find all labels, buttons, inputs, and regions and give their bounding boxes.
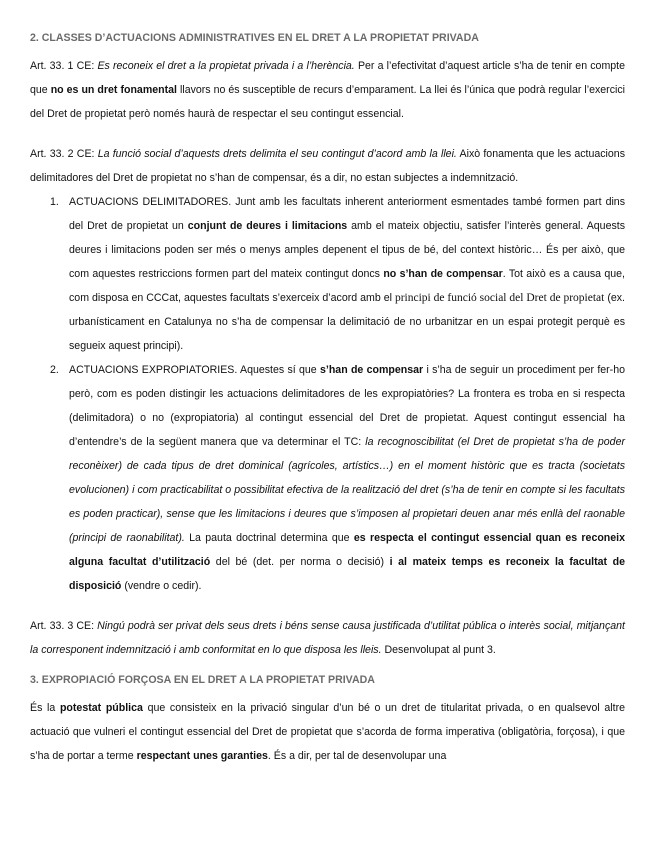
document-page — [30, 30, 625, 768]
art-33-3-quote: Ningú podrà ser privat dels seus drets i béns sense causa justificada d’utilitat pública o interès social, mitjançant la corresponent indemnització i amb conformitat en lo que disposa les lleis. — [30, 620, 625, 656]
art-33-2-quote: La funció social d’aquests drets delimita el seu contingut d’acord amb la llei. — [97, 148, 457, 160]
list-item-expropiatories: 2. ACTUACIONS EXPROPIATORIES. Aquestes sí que s’han de compensar i s’ha de seguir un procediment per fer-ho però, com es poden distingir les actuacions delimitadores de les expropiatòries? La frontera es troba en si respecta (delimitadora) o no (expropiatoria) al contingut essencial del Dret de propietat. Aquest contingut essencial ha d’entendre’s de la següent manera que va determinar el TC: la recognoscibilitat (el Dret de propietat s’ha de poder reconèixer) de cada tipus de dret dominical (agrícoles, artístics…) en el moment històric que es tracta (societats evolucionen) i com practicabilitat o possibilitat efectiva de la realització del dret (s’ha de tenir en compte si les facultats es poden practicar), sense que les limitacions i deures que s’imposen al propietari deuen anar més enllà del raonable (principi de raonabilitat). La pauta doctrinal determina que es respecta el contingut essencial quan es reconeix alguna facultat d’utilització del bé (det. per norma o decisió) i al mateix temps es reconeix la facultat de disposició (vendre o cedir). — [30, 358, 625, 598]
actuacions-list — [30, 190, 625, 598]
list-item-number: 2. — [50, 364, 59, 376]
art-33-3-paragraph: Art. 33. 3 CE: Ningú podrà ser privat dels seus drets i béns sense causa justificada d’utilitat pública o interès social, mitjançant la corresponent indemnització i amb conformitat en lo que disposa les lleis. Desenvolupat al punt 3. — [30, 620, 625, 656]
section-3-paragraph: És la potestat pública que consisteix en la privació singular d’un bé o un dret de titularitat privada, o en qualsevol altre actuació que vulneri el contingut essencial del Dret de propietat que s’acorda de forma imperativa (obligatòria, forçosa), i que s’ha de portar a terme respectant unes garanties. És a dir, per tal de desenvolupar una — [30, 702, 626, 762]
list-item-number: 1. — [50, 196, 59, 208]
art-33-1-ref: Art. 33. 1 CE: — [30, 60, 98, 72]
not-fundamental-right-emphasis: no es un dret fonamental — [50, 84, 177, 96]
list-item-delimitadores: 1. ACTUACIONS DELIMITADORES. Junt amb les facultats inherent anteriorment esmentades també formen part dins del Dret de propietat un conjunt de deures i limitacions amb el mateix objectiu, satisfer l’interès general. Aquests deures i limitacions poden ser més o menys amples depenent el tipus de bé, del context històric… És per això, que com aquestes restriccions formen part del mateix contingut doncs no s’han de compensar. Tot això es a causa que, com disposa en CCCat, aquestes facultats s’exerceix d’acord amb el principi de funció social del Dret de propietat (ex. urbanísticament en Catalunya no s’ha de compensar la delimitació de no urbanitzar en un espai protegit perquè es segueix aquest principi). — [30, 190, 625, 358]
tc-definition-quote: la recognoscibilitat (el Dret de propietat s’ha de poder reconèixer) de cada tipus de dret dominical (agrícoles, artístics…) en el moment històric que es tracta (societats evolucionen) i com practicabilitat o possibilitat efectiva de la realització del dret (s’ha de tenir en compte si les facultats es poden practicar), sense que les limitacions i deures que s’imposen al propietari deuen anar més enllà del raonable (principi de raonabilitat). — [69, 436, 625, 544]
section-2-heading: 2. CLASSES D’ACTUACIONS ADMINISTRATIVES EN EL DRET A LA PROPIETAT PRIVADA — [30, 32, 479, 44]
art-33-1-quote: Es reconeix el dret a la propietat privada i a l’herència. — [97, 60, 355, 72]
art-33-3-ref: Art. 33. 3 CE: — [30, 620, 98, 632]
section-3-heading: 3. EXPROPIACIÓ FORÇOSA EN EL DRET A LA PROPIETAT PRIVADA — [30, 674, 375, 686]
principi-funcio-social: principi de funció social del Dret de propietat — [394, 292, 605, 304]
art-33-2-paragraph: Art. 33. 2 CE: La funció social d’aquests drets delimita el seu contingut d’acord amb la llei. Això fonamenta que les actuacions delimitadores del Dret de propietat no s’han de compensar, és a dir, no estan subjectes a indemnització. — [30, 148, 625, 184]
art-33-2-ref: Art. 33. 2 CE: — [30, 148, 98, 160]
art-33-1-paragraph: Art. 33. 1 CE: Es reconeix el dret a la propietat privada i a l’herència. Per a l’efectivitat d’aquest article s’ha de tenir en compte que no es un dret fonamental llavors no és susceptible de recurs d’emparament. La llei és l’única que podrà regular l’exercici del Dret de propietat però només haurà de respectar el seu contingut essencial. — [30, 60, 625, 120]
